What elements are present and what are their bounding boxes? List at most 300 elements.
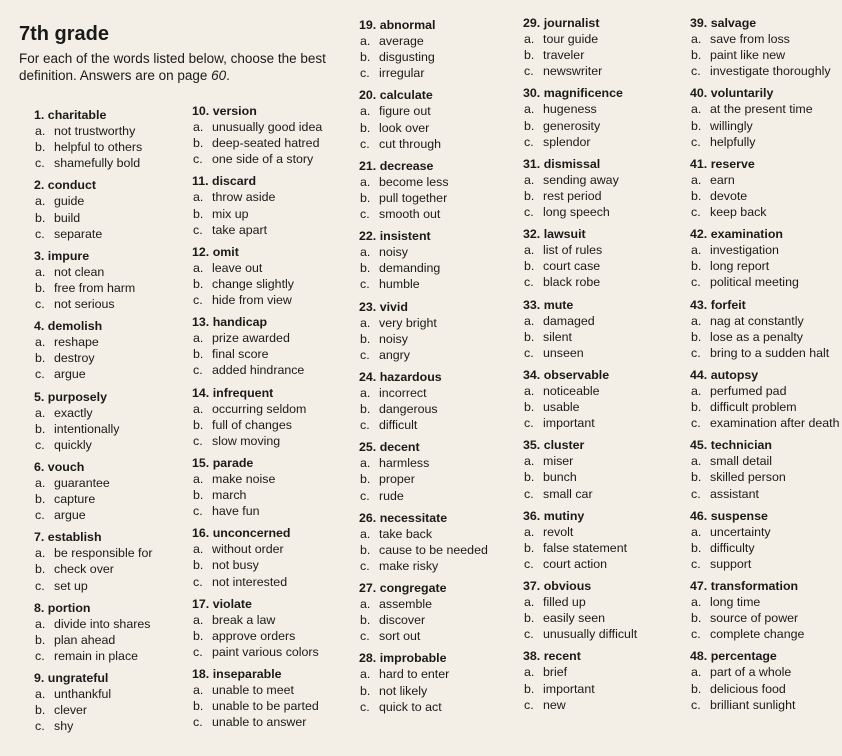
- definition-option: [690, 313, 840, 329]
- option-letter: a.: [524, 102, 535, 117]
- word-text: congregate: [379, 581, 447, 595]
- definition-option: [34, 491, 184, 507]
- option-text: brief: [543, 665, 568, 680]
- option-text: paint like new: [710, 48, 786, 63]
- definition-option: [523, 63, 678, 79]
- option-letter: a.: [360, 104, 371, 119]
- option-text: black robe: [543, 275, 601, 290]
- definition-option: [34, 405, 184, 421]
- vocab-word: [34, 389, 184, 405]
- item-number: 42.: [690, 227, 708, 242]
- option-letter: a.: [360, 456, 371, 471]
- option-text: humble: [379, 277, 420, 292]
- definition-option: [359, 455, 514, 471]
- vocab-word: [523, 508, 678, 524]
- word-text: discard: [212, 174, 257, 189]
- option-letter: c.: [691, 134, 701, 149]
- vocab-item: [34, 459, 184, 523]
- option-letter: b.: [35, 140, 46, 155]
- option-letter: b.: [193, 206, 204, 221]
- definition-option: [523, 681, 678, 697]
- definition-option: [523, 204, 678, 220]
- vocab-item: [34, 107, 184, 171]
- word-text: omit: [212, 244, 239, 259]
- vocab-word: [523, 578, 678, 594]
- option-text: intentionally: [54, 421, 120, 436]
- option-text: become less: [379, 174, 449, 189]
- option-text: nag at constantly: [710, 313, 804, 328]
- option-letter: b.: [691, 188, 702, 203]
- option-text: revolt: [543, 524, 574, 539]
- definition-option: [359, 260, 514, 276]
- word-text: observable: [543, 367, 610, 382]
- word-text: purposely: [47, 389, 108, 404]
- definition-option: [523, 486, 678, 502]
- option-letter: a.: [193, 331, 204, 346]
- option-text: clever: [54, 703, 88, 718]
- definition-option: [192, 362, 342, 378]
- option-letter: c.: [35, 719, 45, 734]
- definition-option: [34, 475, 184, 491]
- option-letter: c.: [35, 156, 45, 171]
- option-text: brilliant sunlight: [710, 697, 796, 712]
- option-text: remain in place: [54, 648, 139, 663]
- vocab-word: [690, 297, 840, 313]
- option-letter: a.: [193, 120, 204, 135]
- vocab-word: [690, 15, 840, 31]
- item-number: 12.: [192, 244, 210, 259]
- option-letter: b.: [35, 703, 46, 718]
- item-number: 32.: [523, 227, 541, 242]
- option-letter: a.: [360, 315, 371, 330]
- option-letter: a.: [524, 665, 535, 680]
- definition-option: [690, 524, 840, 540]
- vocab-item: [359, 87, 514, 151]
- word-text: reserve: [710, 156, 755, 171]
- option-text: unthankful: [54, 687, 112, 702]
- option-letter: c.: [35, 437, 45, 452]
- page-title: 7th grade: [19, 23, 110, 45]
- option-text: cut through: [379, 136, 441, 151]
- vocab-word: [523, 297, 678, 313]
- vocab-word: [192, 314, 342, 330]
- option-text: hard to enter: [379, 667, 450, 682]
- definition-option: [34, 296, 184, 312]
- word-text: mute: [543, 297, 574, 312]
- option-letter: b.: [691, 118, 702, 133]
- vocab-item: [192, 385, 342, 449]
- option-letter: c.: [193, 715, 203, 730]
- vocab-item: [192, 666, 342, 730]
- vocab-item: [690, 297, 840, 361]
- word-text: portion: [47, 600, 91, 615]
- definition-option: [690, 47, 840, 63]
- definition-option: [192, 276, 342, 292]
- vocab-word: [192, 173, 342, 189]
- vocab-item: [359, 158, 514, 222]
- vocab-word: [359, 510, 514, 526]
- option-text: damaged: [543, 313, 595, 328]
- item-number: 19.: [359, 18, 377, 32]
- word-text: demolish: [47, 319, 103, 334]
- option-text: hide from view: [212, 293, 292, 308]
- option-letter: a.: [691, 102, 702, 117]
- item-number: 41.: [690, 156, 708, 171]
- item-number: 21.: [359, 158, 377, 173]
- option-letter: a.: [193, 612, 204, 627]
- vocab-word: [359, 87, 514, 103]
- option-text: not interested: [212, 574, 288, 589]
- vocab-word: [359, 650, 514, 666]
- option-letter: a.: [691, 172, 702, 187]
- definition-option: [34, 686, 184, 702]
- definition-option: [523, 399, 678, 415]
- vocab-item: [359, 369, 514, 433]
- definition-option: [34, 632, 184, 648]
- option-text: throw aside: [212, 190, 276, 205]
- option-letter: b.: [35, 562, 46, 577]
- option-letter: a.: [691, 524, 702, 539]
- word-text: calculate: [379, 88, 433, 103]
- option-letter: c.: [524, 275, 534, 290]
- vocab-item: [523, 15, 678, 79]
- definition-option: [359, 206, 514, 222]
- definition-option: [523, 258, 678, 274]
- option-text: bring to a sudden halt: [710, 345, 830, 360]
- option-text: guarantee: [54, 475, 110, 490]
- option-text: make risky: [379, 558, 439, 573]
- option-letter: a.: [35, 616, 46, 631]
- option-text: unable to answer: [212, 715, 307, 730]
- definition-option: [690, 329, 840, 345]
- vocab-word: [192, 666, 342, 682]
- option-text: added hindrance: [212, 363, 305, 378]
- definition-option: [359, 417, 514, 433]
- option-letter: a.: [193, 542, 204, 557]
- option-text: argue: [54, 508, 86, 523]
- option-text: approve orders: [212, 628, 296, 643]
- vocab-word: [523, 15, 678, 31]
- definition-option: [192, 417, 342, 433]
- option-letter: b.: [524, 681, 535, 696]
- option-text: investigate thoroughly: [710, 64, 831, 79]
- option-text: unusually good idea: [212, 120, 323, 135]
- item-number: 23.: [359, 299, 377, 314]
- definition-option: [359, 49, 514, 65]
- option-letter: a.: [360, 526, 371, 541]
- option-text: rest period: [543, 188, 602, 203]
- option-text: rude: [379, 488, 404, 503]
- answer-page-ref: 60: [211, 68, 227, 83]
- option-text: check over: [54, 562, 114, 577]
- item-number: 38.: [523, 649, 541, 664]
- option-letter: c.: [524, 556, 534, 571]
- option-text: deep-seated hatred: [212, 136, 320, 151]
- option-letter: c.: [524, 697, 534, 712]
- definition-option: [690, 63, 840, 79]
- vocab-word: [690, 648, 840, 664]
- definition-option: [359, 488, 514, 504]
- vocab-item: [690, 85, 840, 149]
- word-text: unconcerned: [212, 526, 291, 541]
- definition-option: [690, 610, 840, 626]
- vocab-word: [523, 156, 678, 172]
- vocab-item: [359, 510, 514, 574]
- option-letter: b.: [524, 329, 535, 344]
- option-letter: a.: [193, 471, 204, 486]
- item-number: 5.: [34, 389, 45, 404]
- option-letter: b.: [35, 421, 46, 436]
- vocab-item: [523, 226, 678, 290]
- vocab-item: [523, 367, 678, 431]
- item-number: 28.: [359, 651, 377, 666]
- definition-option: [690, 681, 840, 697]
- definition-option: [523, 172, 678, 188]
- definition-option: [34, 702, 184, 718]
- option-letter: b.: [360, 261, 371, 276]
- vocab-item: [523, 85, 678, 149]
- option-text: keep back: [710, 205, 767, 220]
- option-text: incorrect: [379, 385, 427, 400]
- definition-option: [192, 574, 342, 590]
- word-text: transformation: [710, 579, 799, 593]
- definition-option: [359, 666, 514, 682]
- vocab-item: [523, 648, 678, 712]
- vocab-item: [523, 508, 678, 572]
- option-letter: b.: [35, 632, 46, 647]
- definition-option: [192, 151, 342, 167]
- option-text: miser: [543, 454, 574, 469]
- option-letter: c.: [193, 504, 203, 519]
- vocab-word: [192, 103, 342, 119]
- option-text: guide: [54, 194, 85, 209]
- word-text: vouch: [47, 459, 85, 474]
- item-number: 8.: [34, 600, 45, 615]
- option-letter: a.: [524, 595, 535, 610]
- option-text: pull together: [379, 190, 448, 205]
- definition-option: [192, 503, 342, 519]
- option-text: full of changes: [212, 417, 292, 432]
- definition-option: [34, 280, 184, 296]
- option-letter: c.: [524, 486, 534, 501]
- vocab-word: [690, 226, 840, 242]
- definition-option: [34, 226, 184, 242]
- option-letter: b.: [524, 611, 535, 626]
- option-text: shy: [54, 719, 74, 734]
- definition-option: [690, 101, 840, 117]
- item-number: 48.: [690, 649, 708, 664]
- option-text: proper: [379, 472, 415, 487]
- definition-option: [192, 292, 342, 308]
- option-letter: c.: [35, 578, 45, 593]
- option-text: unseen: [543, 345, 584, 360]
- option-text: hugeness: [543, 102, 597, 117]
- vocab-item: [690, 367, 840, 431]
- definition-option: [192, 401, 342, 417]
- option-letter: a.: [35, 335, 46, 350]
- option-letter: c.: [691, 64, 701, 79]
- definition-option: [690, 204, 840, 220]
- item-number: 10.: [192, 104, 210, 118]
- option-letter: c.: [360, 418, 370, 433]
- vocab-word: [359, 439, 514, 455]
- vocab-item: [34, 389, 184, 453]
- option-text: sort out: [379, 629, 421, 644]
- option-letter: a.: [360, 34, 371, 49]
- option-text: final score: [212, 347, 269, 362]
- option-letter: a.: [691, 32, 702, 47]
- item-number: 11.: [192, 174, 209, 189]
- option-text: earn: [710, 172, 735, 187]
- option-text: filled up: [543, 595, 586, 610]
- option-text: easily seen: [543, 611, 605, 626]
- word-text: decrease: [379, 158, 434, 173]
- option-text: unable to meet: [212, 683, 294, 698]
- item-number: 4.: [34, 319, 45, 334]
- option-text: assemble: [379, 597, 433, 612]
- word-text: salvage: [710, 16, 757, 30]
- vocab-word: [690, 367, 840, 383]
- word-text: suspense: [710, 508, 768, 523]
- option-text: capture: [54, 492, 96, 507]
- option-letter: c.: [193, 152, 203, 167]
- option-letter: c.: [360, 629, 370, 644]
- option-letter: b.: [193, 347, 204, 362]
- option-letter: c.: [35, 367, 45, 382]
- option-letter: b.: [35, 351, 46, 366]
- option-text: march: [212, 488, 247, 503]
- option-letter: b.: [691, 470, 702, 485]
- option-text: harmless: [379, 456, 430, 471]
- item-number: 16.: [192, 526, 210, 541]
- item-number: 9.: [34, 671, 45, 685]
- definition-option: [359, 596, 514, 612]
- definition-option: [359, 401, 514, 417]
- definition-option: [34, 507, 184, 523]
- option-letter: b.: [360, 331, 371, 346]
- item-number: 3.: [34, 248, 45, 263]
- option-text: destroy: [54, 351, 95, 366]
- option-text: exactly: [54, 405, 93, 420]
- vocab-item: [34, 248, 184, 312]
- option-text: save from loss: [710, 32, 790, 47]
- option-letter: b.: [35, 492, 46, 507]
- option-text: long time: [710, 595, 761, 610]
- vocab-item: [192, 173, 342, 237]
- option-letter: c.: [360, 558, 370, 573]
- vocab-word: [690, 508, 840, 524]
- definition-option: [690, 242, 840, 258]
- definition-option: [690, 399, 840, 415]
- option-text: silent: [543, 329, 572, 344]
- vocab-item: [523, 437, 678, 501]
- vocab-word: [34, 529, 184, 545]
- option-letter: a.: [360, 385, 371, 400]
- vocab-item: [690, 578, 840, 642]
- definition-option: [690, 172, 840, 188]
- option-text: angry: [379, 347, 410, 362]
- option-letter: b.: [691, 329, 702, 344]
- item-number: 44.: [690, 367, 708, 382]
- option-letter: c.: [691, 416, 701, 431]
- option-letter: b.: [360, 683, 371, 698]
- option-letter: a.: [360, 174, 371, 189]
- vocab-word: [690, 85, 840, 101]
- option-letter: c.: [691, 697, 701, 712]
- option-text: support: [710, 556, 752, 571]
- option-text: list of rules: [543, 243, 603, 258]
- option-text: divide into shares: [54, 616, 151, 631]
- item-number: 7.: [34, 530, 45, 545]
- option-text: difficult: [379, 418, 418, 433]
- definition-option: [34, 334, 184, 350]
- word-text: improbable: [379, 651, 447, 666]
- option-letter: c.: [524, 134, 534, 149]
- item-number: 17.: [192, 596, 210, 611]
- option-letter: b.: [691, 681, 702, 696]
- vocab-word: [359, 17, 514, 33]
- definition-option: [690, 540, 840, 556]
- item-number: 33.: [523, 297, 541, 312]
- definition-option: [523, 329, 678, 345]
- word-text: insistent: [379, 229, 431, 244]
- option-text: be responsible for: [54, 546, 153, 561]
- definition-option: [523, 313, 678, 329]
- option-text: separate: [54, 226, 103, 241]
- word-text: handicap: [212, 315, 268, 330]
- option-text: bunch: [543, 470, 577, 485]
- word-text: voluntarily: [710, 86, 774, 101]
- definition-option: [34, 139, 184, 155]
- definition-option: [523, 610, 678, 626]
- option-text: unable to be parted: [212, 699, 319, 714]
- option-text: skilled person: [710, 470, 786, 485]
- option-letter: c.: [360, 66, 370, 81]
- word-text: vivid: [379, 299, 408, 314]
- option-text: noticeable: [543, 383, 600, 398]
- option-text: very bright: [379, 315, 437, 330]
- definition-option: [359, 558, 514, 574]
- definition-option: [523, 469, 678, 485]
- option-letter: b.: [360, 190, 371, 205]
- option-letter: b.: [360, 542, 371, 557]
- option-text: disgusting: [379, 50, 435, 65]
- option-letter: b.: [35, 280, 46, 295]
- item-number: 45.: [690, 438, 708, 453]
- option-text: slow moving: [212, 433, 281, 448]
- option-letter: b.: [193, 558, 204, 573]
- vocab-word: [34, 177, 184, 193]
- option-letter: c.: [360, 347, 370, 362]
- option-text: make noise: [212, 471, 276, 486]
- item-number: 24.: [359, 369, 377, 384]
- item-number: 1.: [34, 108, 45, 122]
- vocab-item: [690, 226, 840, 290]
- vocab-item: [690, 15, 840, 79]
- option-text: quick to act: [379, 699, 442, 714]
- word-text: decent: [379, 440, 420, 455]
- vocab-word: [192, 385, 342, 401]
- option-letter: c.: [360, 207, 370, 222]
- option-letter: b.: [524, 540, 535, 555]
- definition-option: [690, 345, 840, 361]
- definition-option: [359, 683, 514, 699]
- item-number: 26.: [359, 510, 377, 525]
- option-text: usable: [543, 400, 580, 415]
- option-letter: c.: [691, 345, 701, 360]
- option-letter: c.: [524, 627, 534, 642]
- option-text: change slightly: [212, 276, 294, 291]
